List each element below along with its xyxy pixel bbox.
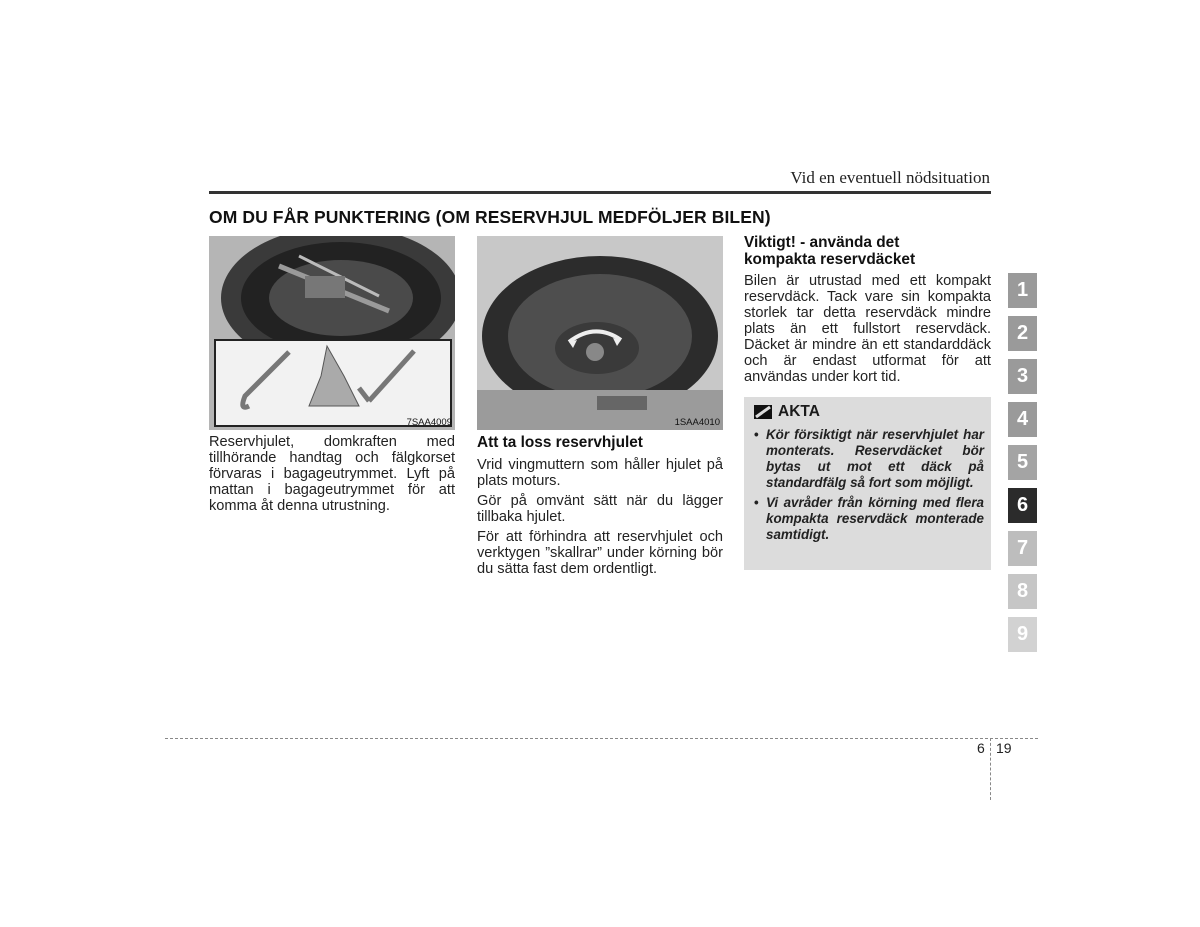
column2-paragraph-2: Gör på omvänt sätt när du lägger tillbaka hjulet.	[477, 493, 723, 525]
spare-wheel-tools-photo	[209, 236, 455, 430]
column1-paragraph: Reservhjulet, domkraften med tillhörande handtag och fälgkorset förvaras i bagageutrymmet. Lyft på mattan i bagageutrymmet för att komma åt denna utrustning.	[209, 434, 455, 514]
figure-code: 1SAA4010	[674, 417, 720, 428]
section-header: Vid en eventuell nödsituation	[790, 168, 990, 187]
chapter-tab-1[interactable]: 1	[1008, 273, 1037, 308]
column3-heading: Viktigt! - använda det kompakta reservdäcket	[744, 234, 916, 268]
column2-text	[477, 457, 723, 581]
spare-wheel-tools-illustration	[209, 236, 455, 430]
spare-wheel-trunk-illustration	[477, 236, 723, 430]
chapter-tab-8[interactable]: 8	[1008, 574, 1037, 609]
column2-paragraph-3: För att förhindra att reservhjulet och verktygen ”skallrar” under körning bör du sätta fast dem ordentligt.	[477, 529, 723, 577]
column3-paragraph: Bilen är utrustad med ett kompakt reservdäck. Tack vare sin kompakta storlek tar detta reservdäck mindre plats än ett fullstort reservdäck. Däcket är mindre än ett standarddäck och är endast utformat för att användas under kort tid.	[744, 273, 991, 385]
footer-divider	[165, 738, 1038, 739]
footer-page-number: 19	[996, 740, 1012, 756]
column2-paragraph-1: Vrid vingmuttern som håller hjulet på plats moturs.	[477, 457, 723, 489]
footer-chapter-number: 6	[977, 740, 985, 756]
header-rule	[209, 191, 991, 194]
figure-code: 7SAA4009	[406, 417, 452, 428]
caution-item: • Vi avråder från körning med flera kompakta reservdäck monterade samtidigt.	[752, 495, 984, 543]
chapter-tab-2[interactable]: 2	[1008, 316, 1037, 351]
chapter-tab-3[interactable]: 3	[1008, 359, 1037, 394]
chapter-tab-6[interactable]: 6	[1008, 488, 1037, 523]
caution-icon	[754, 405, 772, 419]
caution-list	[752, 427, 984, 547]
footer-vertical-divider	[990, 738, 991, 800]
chapter-tab-9[interactable]: 9	[1008, 617, 1037, 652]
caution-box	[744, 397, 991, 570]
column1-text	[209, 434, 455, 518]
caution-title-text: AKTA	[778, 403, 820, 420]
column3-text	[744, 273, 991, 389]
chapter-tab-4[interactable]: 4	[1008, 402, 1037, 437]
page-title: OM DU FÅR PUNKTERING (OM RESERVHJUL MEDFÖLJER BILEN)	[209, 207, 771, 227]
caution-item: • Kör försiktigt när reservhjulet har monterats. Reservdäcket bör bytas ut mot ett däck på standardfälg så fort som möjligt.	[752, 427, 984, 491]
spare-wheel-trunk-photo	[477, 236, 723, 430]
chapter-tab-7[interactable]: 7	[1008, 531, 1037, 566]
column2-heading: Att ta loss reservhjulet	[477, 434, 643, 451]
chapter-tab-5[interactable]: 5	[1008, 445, 1037, 480]
caution-title	[754, 403, 820, 421]
